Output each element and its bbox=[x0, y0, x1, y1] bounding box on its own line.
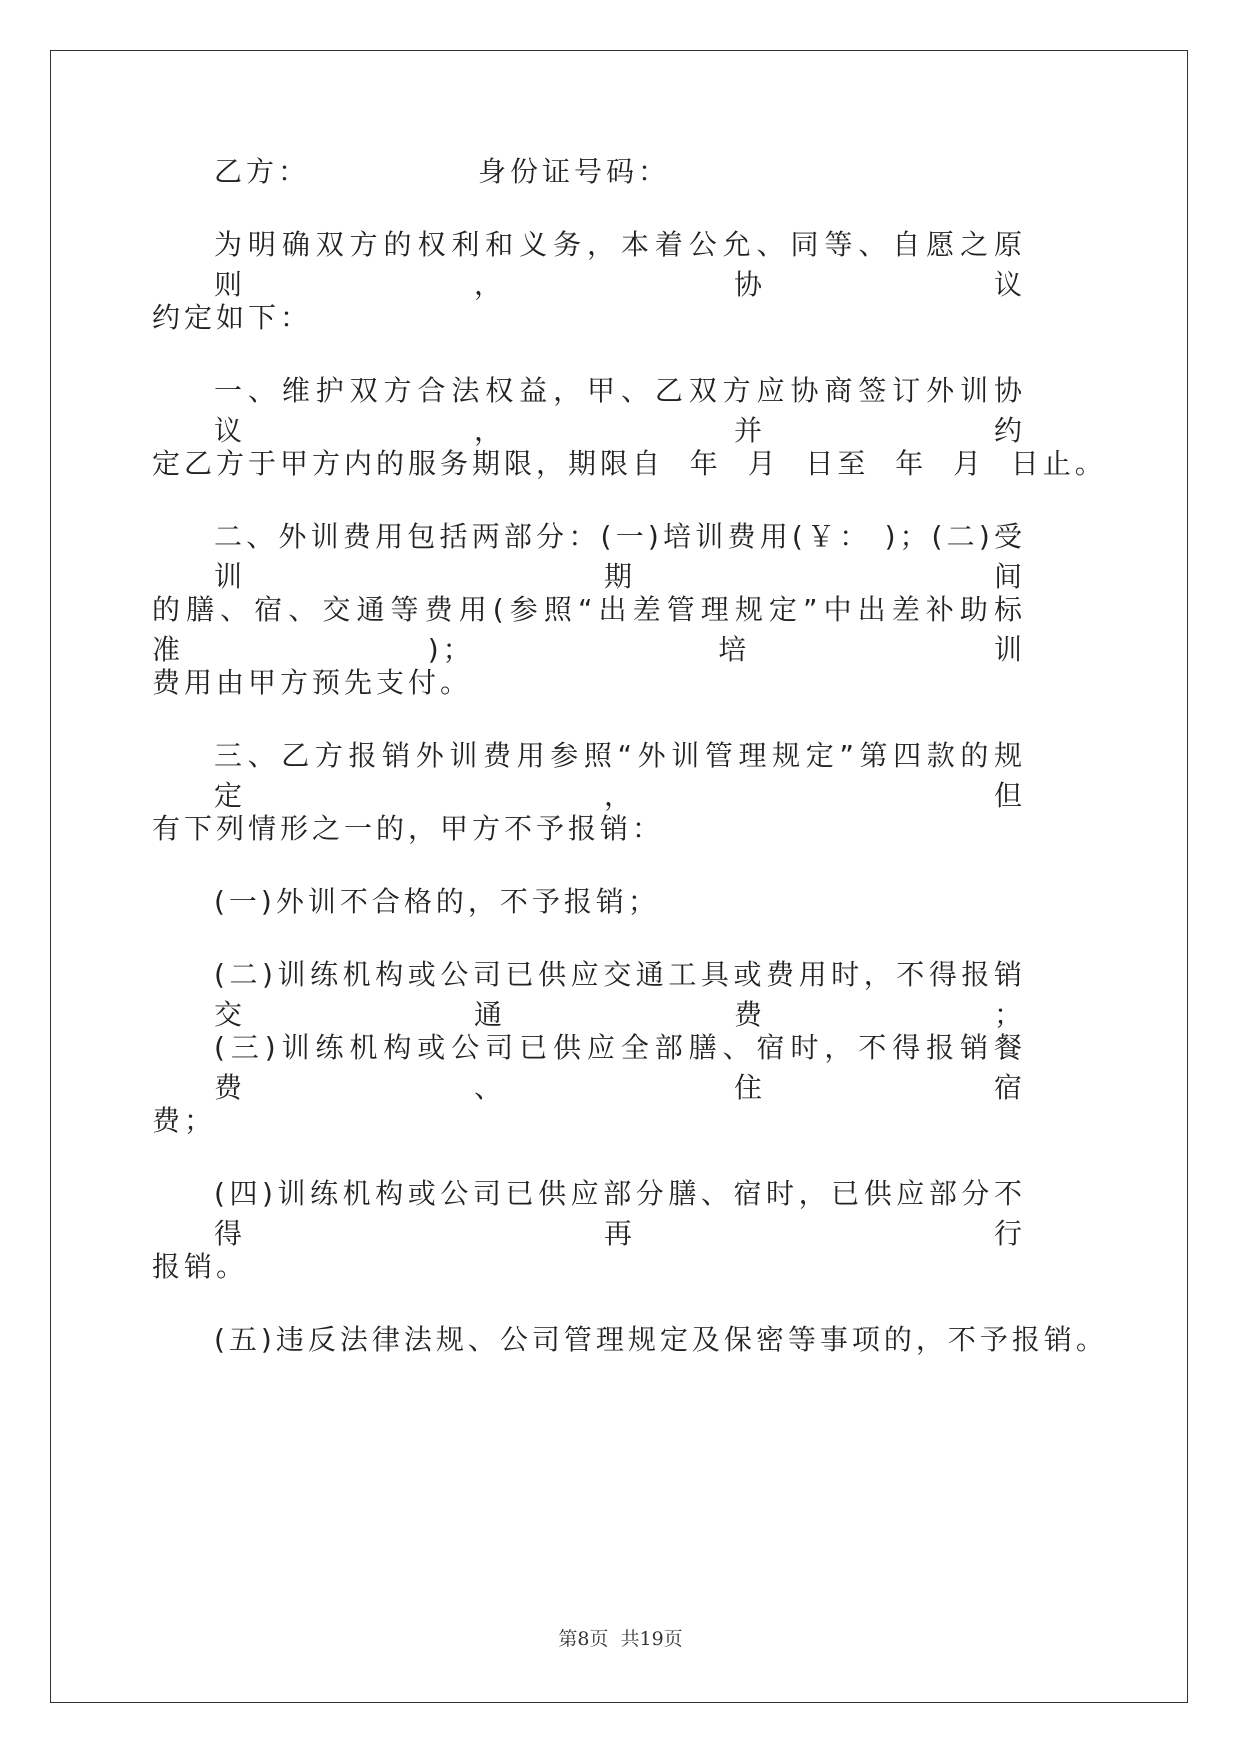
id-number-label: 身份证号码： bbox=[478, 155, 671, 188]
party-b-label: 乙方： bbox=[214, 155, 311, 188]
sub-item-5: (五)违反法律法规、公司管理规定及保密等事项的，不予报销。 bbox=[214, 1323, 1108, 1356]
clause-2-line-1: 二、外训费用包括两部分：(一)培训费用(￥： )；(二)受训期间 bbox=[214, 520, 1026, 593]
clause-1-line-2: 定乙方于甲方内的服务期限，期限自 年 月 日至 年 月 日止。 bbox=[152, 447, 1107, 480]
sub-item-3-line-1: (三)训练机构或公司已供应全部膳、宿时，不得报销餐费、住宿 bbox=[214, 1031, 1026, 1104]
page-number-footer: 第8页 共19页 bbox=[558, 1628, 683, 1650]
sub-item-4-line-2: 报销。 bbox=[152, 1250, 249, 1283]
clause-2-line-2: 的膳、宿、交通等费用(参照“出差管理规定”中出差补助标准)；培训 bbox=[152, 593, 1026, 666]
sub-item-1: (一)外训不合格的，不予报销； bbox=[214, 885, 660, 918]
clause-2-line-3: 费用由甲方预先支付。 bbox=[152, 666, 473, 699]
clause-1-line-1: 一、维护双方合法权益，甲、乙双方应协商签订外训协议，并约 bbox=[214, 374, 1026, 447]
sub-item-4-line-1: (四)训练机构或公司已供应部分膳、宿时，已供应部分不得再行 bbox=[214, 1177, 1026, 1250]
clause-3-line-1: 三、乙方报销外训费用参照“外训管理规定”第四款的规定，但 bbox=[214, 739, 1026, 812]
paragraph-purpose-line-2: 约定如下： bbox=[152, 301, 313, 334]
clause-3-line-2: 有下列情形之一的，甲方不予报销： bbox=[152, 812, 665, 845]
sub-item-2: (二)训练机构或公司已供应交通工具或费用时，不得报销交通费； bbox=[214, 958, 1026, 1031]
paragraph-purpose-line-1: 为明确双方的权利和义务，本着公允、同等、自愿之原则，协议 bbox=[214, 228, 1026, 301]
sub-item-3-line-2: 费； bbox=[152, 1104, 217, 1137]
